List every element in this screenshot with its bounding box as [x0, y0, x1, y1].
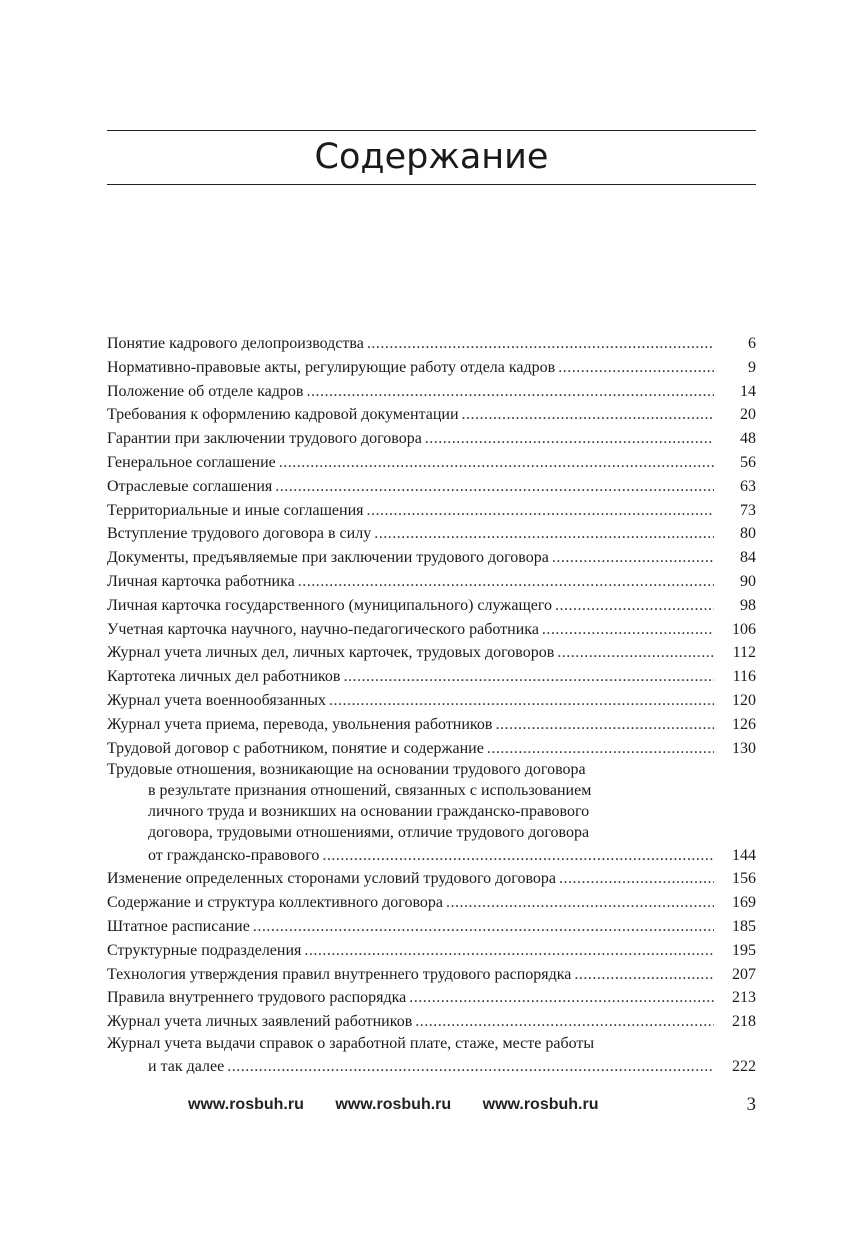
dot-leader	[487, 737, 714, 761]
footer-url-link[interactable]: www.rosbuh.ru	[335, 1096, 452, 1113]
toc-entry[interactable]	[107, 915, 756, 939]
toc-entry-page: 116	[732, 668, 756, 686]
toc-entry-page: 207	[732, 965, 756, 983]
toc-entry-page: 63	[740, 477, 756, 495]
toc-entry-multiline[interactable]	[107, 1034, 756, 1079]
toc-entry[interactable]	[107, 522, 756, 546]
toc-entry-row	[107, 451, 756, 475]
toc-entry-page: 6	[748, 335, 756, 352]
toc-entry-row	[107, 689, 756, 713]
toc-entry[interactable]	[107, 986, 756, 1010]
dot-leader	[253, 915, 714, 939]
page-number: 3	[746, 1094, 756, 1115]
toc-entry-page: 185	[732, 917, 756, 935]
toc-entry-label: Территориальные и иные соглашения	[107, 501, 364, 519]
toc-entry-page: 9	[748, 358, 756, 376]
toc-entry-page: 80	[740, 525, 756, 543]
toc-entry-row	[107, 522, 756, 546]
toc-entry[interactable]	[107, 332, 756, 356]
dot-leader	[409, 986, 714, 1010]
toc-entry-label: Журнал учета личных заявлений работников	[107, 1013, 413, 1031]
toc-entry[interactable]	[107, 713, 756, 737]
toc-entry-row	[107, 891, 756, 915]
toc-entry-label: Требования к оформлению кадровой документации	[107, 406, 459, 424]
toc-entry[interactable]	[107, 689, 756, 713]
toc-entry-row	[107, 403, 756, 427]
toc-entry-page: 112	[732, 644, 756, 662]
dot-leader	[298, 570, 714, 594]
toc-entry[interactable]	[107, 499, 756, 523]
dot-leader	[557, 641, 714, 665]
toc-entry-line: в результате признания отношений, связанных с использованием	[148, 782, 592, 800]
toc-entry-label: Картотека личных дел работников	[107, 668, 341, 686]
toc-entry-page: 56	[740, 453, 756, 471]
toc-entry-page: 98	[740, 596, 756, 614]
dot-leader	[279, 451, 714, 475]
toc-entry-page: 213	[732, 989, 756, 1007]
toc-entry[interactable]	[107, 665, 756, 689]
dot-leader	[374, 522, 714, 546]
toc-entry-page: 14	[740, 382, 756, 400]
toc-entry[interactable]	[107, 939, 756, 963]
toc-entry[interactable]	[107, 570, 756, 594]
toc-entry-row	[107, 594, 756, 618]
toc-entry-line: договора, трудовыми отношениями, отличие трудового договора	[148, 823, 590, 841]
toc-entry-page: 130	[732, 739, 756, 757]
table-of-contents	[107, 332, 756, 1079]
toc-entry-label: Личная карточка работника	[107, 572, 295, 590]
dot-leader	[425, 427, 714, 451]
toc-entry-row	[107, 915, 756, 939]
toc-entry-label: Положение об отделе кадров	[107, 382, 304, 400]
toc-entry[interactable]	[107, 891, 756, 915]
toc-entry-row	[107, 499, 756, 523]
toc-entry[interactable]	[107, 546, 756, 570]
toc-entry-label: Документы, предъявляемые при заключении трудового договора	[107, 549, 549, 567]
dot-leader	[367, 499, 715, 523]
toc-entry[interactable]	[107, 1010, 756, 1034]
toc-entry[interactable]	[107, 641, 756, 665]
toc-entry-label: Структурные подразделения	[107, 941, 302, 959]
toc-entry-label: Трудовой договор с работником, понятие и содержание	[107, 739, 484, 757]
toc-entry-last-row	[107, 844, 756, 868]
toc-entry-page: 218	[732, 1013, 756, 1031]
toc-entry[interactable]	[107, 737, 756, 761]
toc-entry-label: Отраслевые соглашения	[107, 477, 273, 495]
dot-leader	[306, 380, 714, 404]
toc-entry-label: от гражданско-правового	[148, 846, 320, 864]
toc-entry-row	[107, 737, 756, 761]
toc-entry[interactable]	[107, 594, 756, 618]
toc-entry-page: 156	[732, 870, 756, 888]
toc-entry-multiline[interactable]	[107, 760, 756, 867]
page-title: Содержание	[314, 137, 549, 177]
toc-entry[interactable]	[107, 451, 756, 475]
toc-entry-label: Журнал учета личных дел, личных карточек, трудовых договоров	[107, 644, 555, 662]
toc-entry-page: 106	[732, 620, 756, 638]
toc-entry-label: Правила внутреннего трудового распорядка	[107, 989, 407, 1007]
toc-section-2	[107, 867, 756, 1034]
toc-entry-label: Содержание и структура коллективного договора	[107, 894, 443, 912]
toc-entry-label: Технология утверждения правил внутреннего трудового распорядка	[107, 965, 572, 983]
toc-entry-row	[107, 475, 756, 499]
dot-leader	[329, 689, 714, 713]
toc-entry-label: Учетная карточка научного, научно-педагогического работника	[107, 620, 539, 638]
footer-url-link[interactable]: www.rosbuh.ru	[482, 1096, 599, 1113]
toc-entry-label: Журнал учета военнообязанных	[107, 691, 327, 709]
toc-section-1	[107, 332, 756, 760]
dot-leader	[343, 665, 714, 689]
toc-entry-line: Журнал учета выдачи справок о заработной плате, стаже, месте работы	[107, 1034, 595, 1052]
dot-leader	[574, 963, 714, 987]
toc-entry[interactable]	[107, 963, 756, 987]
dot-leader	[542, 618, 714, 642]
toc-entry-page: 144	[732, 846, 756, 864]
toc-entry[interactable]	[107, 403, 756, 427]
page-footer	[107, 1092, 756, 1118]
dot-leader	[559, 867, 714, 891]
dot-leader	[555, 594, 714, 618]
dot-leader	[275, 475, 714, 499]
toc-entry-row	[107, 665, 756, 689]
toc-entry-label: Личная карточка государственного (муниципального) служащего	[107, 596, 553, 614]
dot-leader	[558, 356, 714, 380]
toc-entry-line: Трудовые отношения, возникающие на основании трудового договора	[107, 761, 586, 779]
dot-leader	[495, 713, 714, 737]
title-rule-bottom	[107, 184, 756, 185]
toc-entry-row	[107, 380, 756, 404]
toc-entry-row	[107, 713, 756, 737]
dot-leader	[446, 891, 714, 915]
toc-entry-label: Нормативно-правовые акты, регулирующие работу отдела кадров	[107, 358, 556, 376]
toc-entry[interactable]	[107, 867, 756, 891]
footer-urls	[188, 1092, 625, 1118]
footer-url-link[interactable]: www.rosbuh.ru	[188, 1096, 304, 1113]
dot-leader	[415, 1010, 714, 1034]
toc-entry[interactable]	[107, 618, 756, 642]
toc-entry-row	[107, 986, 756, 1010]
toc-entry-label: и так далее	[148, 1057, 225, 1075]
toc-entry-row	[107, 570, 756, 594]
toc-entry[interactable]	[107, 427, 756, 451]
toc-entry-page: 169	[732, 894, 756, 912]
toc-entry-row	[107, 618, 756, 642]
toc-entry-label: Гарантии при заключении трудового договора	[107, 430, 422, 448]
dot-leader	[304, 939, 714, 963]
toc-entry-page: 84	[740, 549, 756, 567]
toc-entry-row	[107, 1010, 756, 1034]
toc-entry[interactable]	[107, 380, 756, 404]
toc-entry-last-row	[107, 1055, 756, 1079]
toc-entry-page: 222	[732, 1057, 756, 1075]
toc-entry[interactable]	[107, 475, 756, 499]
dot-leader	[552, 546, 714, 570]
toc-entry-row	[107, 332, 756, 356]
toc-entry-row	[107, 641, 756, 665]
toc-entry-page: 48	[740, 430, 756, 448]
toc-entry-page: 126	[732, 715, 756, 733]
toc-entry-row	[107, 546, 756, 570]
toc-entry-label: Понятие кадрового делопроизводства	[107, 335, 364, 352]
toc-entry-page: 90	[740, 572, 756, 590]
dot-leader	[462, 403, 714, 427]
dot-leader	[367, 332, 714, 356]
toc-entry[interactable]	[107, 356, 756, 380]
toc-entry-row	[107, 427, 756, 451]
toc-entry-label: Штатное расписание	[107, 917, 250, 935]
dot-leader	[322, 844, 714, 868]
toc-entry-page: 195	[732, 941, 756, 959]
toc-entry-page: 20	[740, 406, 756, 424]
toc-entry-row	[107, 963, 756, 987]
toc-entry-label: Генеральное соглашение	[107, 453, 276, 471]
toc-entry-page: 120	[732, 691, 756, 709]
toc-entry-row	[107, 939, 756, 963]
toc-entry-row	[107, 356, 756, 380]
toc-entry-page: 73	[740, 501, 756, 519]
toc-entry-label: Изменение определенных сторонами условий трудового договора	[107, 870, 556, 888]
dot-leader	[227, 1055, 714, 1079]
toc-entry-label: Вступление трудового договора в силу	[107, 525, 372, 543]
toc-entry-row	[107, 867, 756, 891]
toc-entry-line: личного труда и возникших на основании гражданско-правового	[148, 802, 590, 820]
toc-entry-label: Журнал учета приема, перевода, увольнения работников	[107, 715, 493, 733]
